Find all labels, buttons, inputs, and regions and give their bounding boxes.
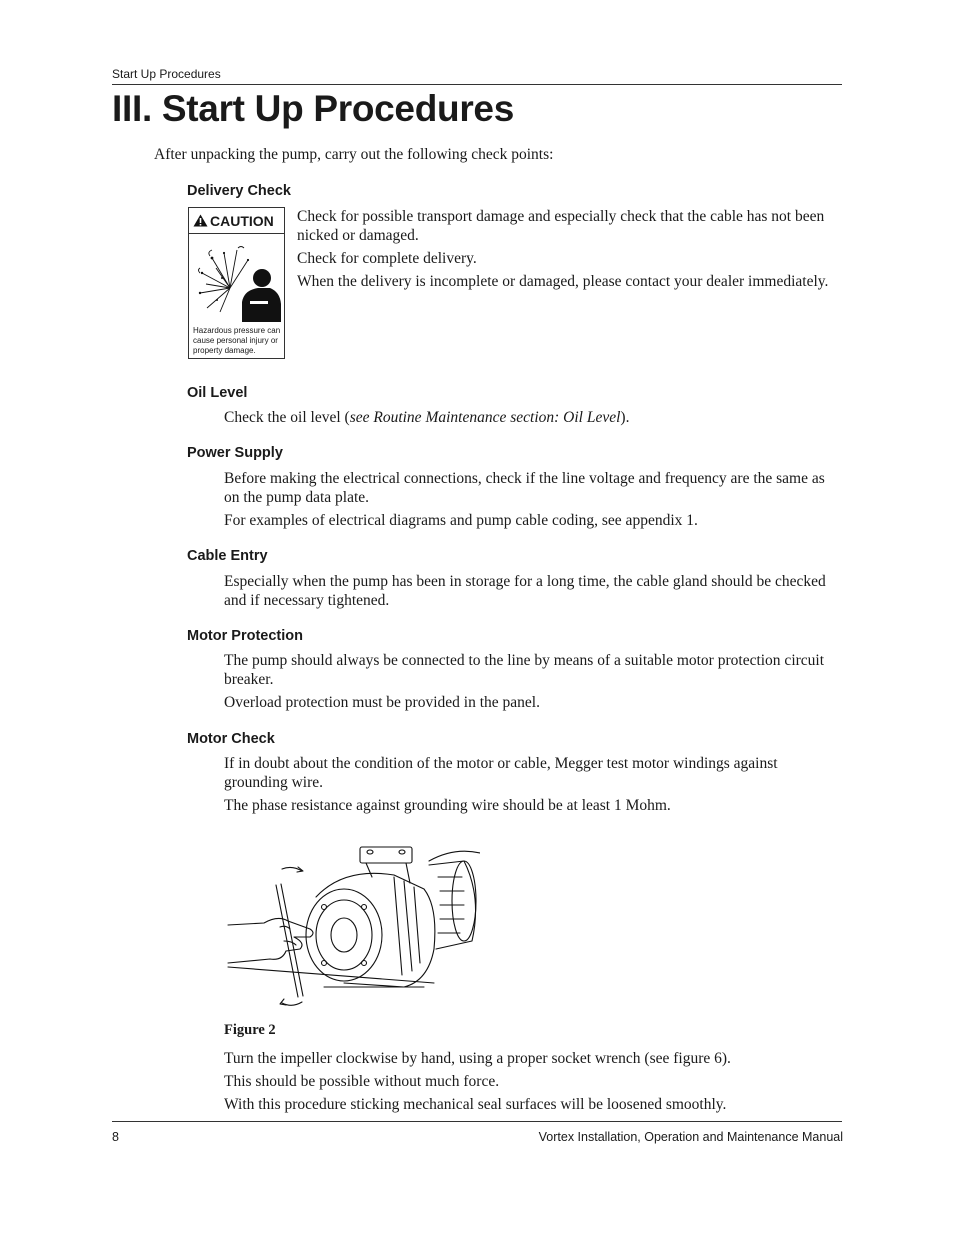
oil-text-post: ).: [620, 409, 630, 426]
caution-text: Hazardous pressure can cause personal injury or property damage.: [193, 326, 281, 355]
running-header: Start Up Procedures: [112, 67, 221, 81]
oil-paragraph: [224, 408, 842, 427]
caution-label: [188, 207, 285, 359]
section-heading-motor-protection: Motor Protection: [187, 628, 303, 644]
caution-header: [189, 208, 284, 234]
section-heading-power: Power Supply: [187, 445, 283, 461]
figure-caption: Figure 2: [224, 1022, 276, 1038]
motor-protection-paragraph-1: The pump should always be connected to the line by means of a suitable motor protection circuit breaker.: [224, 652, 825, 688]
page-title: III. Start Up Procedures: [112, 88, 514, 129]
oil-text-pre: Check the oil level (: [224, 409, 350, 426]
figure-note-3: With this procedure sticking mechanical seal surfaces will be loosened smoothly.: [224, 1096, 727, 1113]
page-number: 8: [112, 1130, 119, 1144]
cable-paragraph: Especially when the pump has been in storage for a long time, the cable gland should be checked and if necessary tightened.: [224, 573, 826, 609]
section-heading-motor-check: Motor Check: [187, 731, 275, 747]
footer-rule: [112, 1121, 842, 1122]
delivery-paragraph-3: When the delivery is incomplete or damaged, please contact your dealer immediately.: [297, 273, 829, 290]
header-rule: [112, 84, 842, 85]
section-heading-cable: Cable Entry: [187, 548, 268, 564]
power-paragraph-2: For examples of electrical diagrams and pump cable coding, see appendix 1.: [224, 512, 698, 529]
delivery-paragraph-2: Check for complete delivery.: [297, 250, 477, 267]
figure-note-1: Turn the impeller clockwise by hand, using a proper socket wrench (see figure 6).: [224, 1050, 731, 1067]
pressure-burst-icon: [192, 238, 281, 322]
section-heading-delivery: Delivery Check: [187, 183, 291, 199]
oil-reference: see Routine Maintenance section: Oil Level: [349, 409, 621, 426]
section-heading-oil: Oil Level: [187, 385, 248, 401]
motor-protection-paragraph-2: Overload protection must be provided in the panel.: [224, 694, 540, 711]
motor-check-paragraph-1: If in doubt about the condition of the motor or cable, Megger test motor windings against grounding wire.: [224, 755, 778, 791]
motor-check-paragraph-2: The phase resistance against grounding wire should be at least 1 Mohm.: [224, 797, 671, 814]
intro-text: After unpacking the pump, carry out the following check points:: [154, 146, 554, 163]
delivery-paragraph-1: Check for possible transport damage and especially check that the cable has not been nicked or damaged.: [297, 208, 825, 244]
caution-heading: CAUTION: [210, 212, 274, 229]
figure-note-2: This should be possible without much force.: [224, 1073, 500, 1090]
power-paragraph-1: Before making the electrical connections, check if the line voltage and frequency are the same as on the pump data plate.: [224, 470, 825, 506]
manual-title: Vortex Installation, Operation and Maintenance Manual: [538, 1130, 843, 1144]
warning-triangle-icon: [193, 214, 208, 227]
pump-impeller-illustration: [224, 837, 480, 1015]
